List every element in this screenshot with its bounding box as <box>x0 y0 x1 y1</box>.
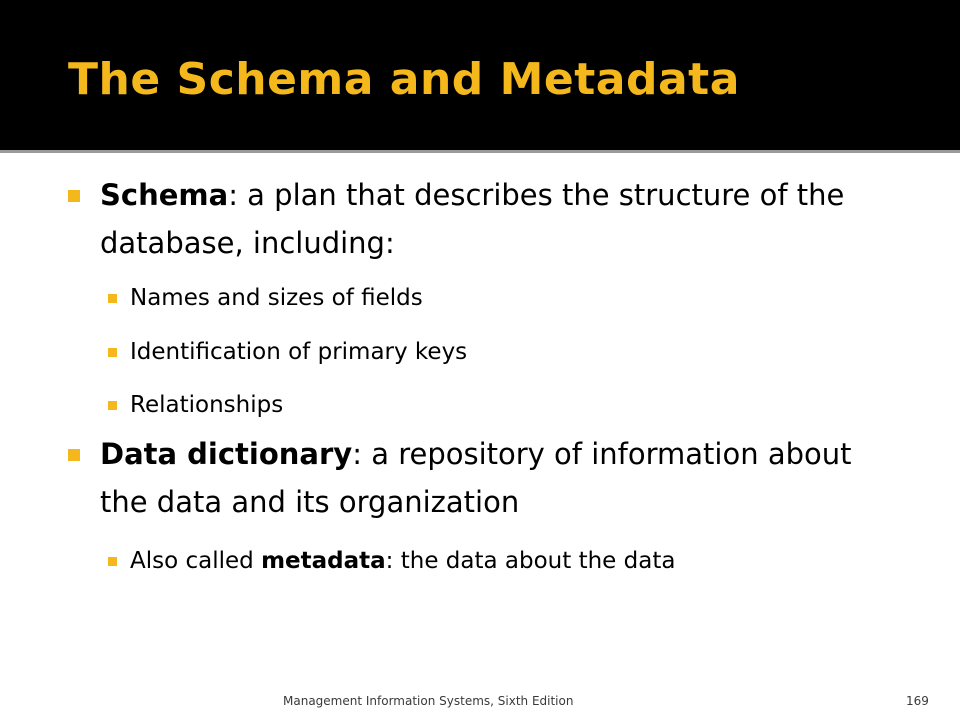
sub-bullet-relationships <box>108 388 908 422</box>
page-number: 169 <box>906 694 929 708</box>
footer-source: Management Information Systems, Sixth Edition <box>283 694 574 708</box>
sub-bullet-text: Identification of primary keys <box>130 339 468 365</box>
bullet-square-icon <box>108 401 117 410</box>
bullet-schema <box>68 171 898 267</box>
sub-bullet-primary-keys <box>108 335 908 369</box>
bullet-square-icon <box>108 294 117 303</box>
slide-footer <box>0 690 960 714</box>
bullet-square-icon <box>108 557 117 566</box>
sub-bullet-text: Relationships <box>130 392 284 418</box>
definition-schema: : a plan that describes the structure of the database, including: <box>100 178 845 260</box>
definition-data-dictionary: : a repository of information about the data and its organization <box>100 437 852 519</box>
bullet-square-icon <box>68 190 80 202</box>
bullet-data-dictionary <box>68 430 898 526</box>
bullet-square-icon <box>68 449 80 461</box>
title-bar <box>0 0 960 150</box>
term-schema: Schema <box>100 178 229 212</box>
definition-metadata: : the data about the data <box>385 548 676 574</box>
term-metadata: metadata <box>261 548 386 574</box>
sub-bullet-fields <box>108 281 908 315</box>
sub-bullet-text: Names and sizes of fields <box>130 285 423 311</box>
bullet-text <box>100 430 898 526</box>
slide-title: The Schema and Metadata <box>68 54 740 105</box>
metadata-prefix: Also called <box>130 548 262 574</box>
slide-body <box>0 153 960 720</box>
term-data-dictionary: Data dictionary <box>100 437 353 471</box>
bullet-square-icon <box>108 348 117 357</box>
sub-bullet-text <box>130 544 908 578</box>
bullet-text <box>100 171 898 267</box>
sub-bullet-metadata <box>108 544 908 578</box>
